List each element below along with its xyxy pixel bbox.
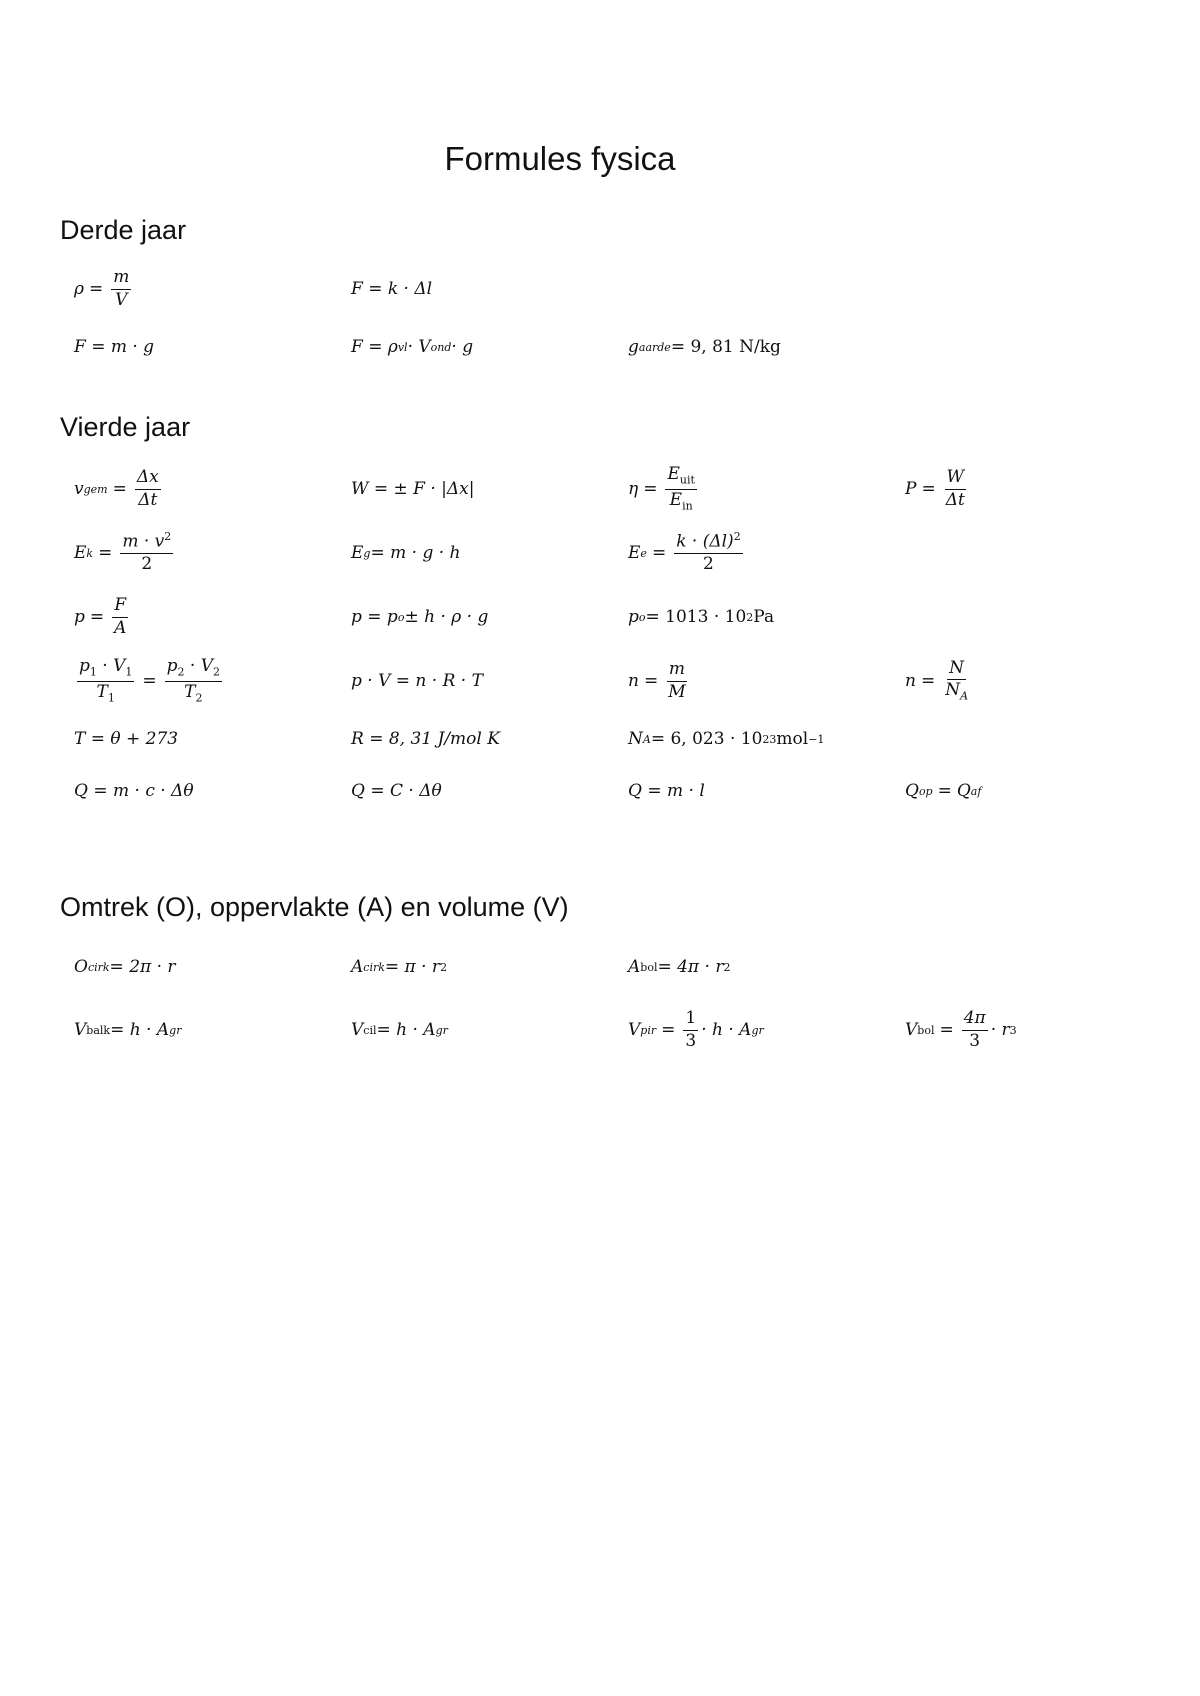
formula-sphere-area: A bol = 4π · r 2 [628,957,731,977]
section-vierde-jaar [60,412,1140,817]
formula-row [60,260,1140,318]
formula-avogadro: N A = 6, 023 · 10 23 mol −1 [628,729,825,749]
formula-gas-law: $\frac{p_1 \cdot V_1}{T_1}$ = $\frac{p_2 \cdot V_2}{T_2}$ [79,656,221,704]
formula-circle-circumference: O cirk = 2π · r [74,957,176,977]
formula-efficiency: η = $\frac{E_{uit}}{E_{in}}$ [628,464,695,512]
section-heading: Derde jaar [60,215,187,245]
formula-atmospheric-pressure: p o = 1013 · 10 2 Pa [628,607,775,627]
formula-row [60,521,1140,585]
formula-hydrostatic-pressure: p = p o ± h · ρ · g [351,607,489,627]
page-title: Formules fysica [444,140,676,177]
section-omtrek-oppervlakte-volume [60,892,1140,1063]
section-heading: Omtrek (O), oppervlakte (A) en volume (V) [60,892,569,922]
formula-density: ρ = $\frac{m}{V}$ [74,266,130,310]
formula-kelvin: T = θ + 273 [74,729,179,749]
formula-row [60,457,1140,521]
formula-row [60,585,1140,649]
formula-moles-particles: n = $\frac{N}{N_A}$ [905,657,969,703]
section-derde-jaar [60,215,1140,376]
formula-gravitational-energy: E g = m · g · h [351,543,461,563]
formula-buoyancy: F = ρ vl · V ond · g [351,337,474,357]
formula-box-volume: V balk = h · A gr [74,1020,182,1040]
formula-row [60,318,1140,376]
formula-gas-constant: R = 8, 31 J/mol K [351,729,500,749]
formula-pressure: p = $\frac{F}{A}$ [74,594,127,638]
formula-row [60,765,1140,817]
formula-weight: F = m · g [74,337,155,357]
formula-sphere-volume: V bol = $\frac{4\pi}{3}$ · r 3 [905,1007,1017,1051]
formula-power: P = $\frac{W}{\Delta t}$ [905,466,965,510]
formula-circle-area: A cirk = π · r 2 [351,957,448,977]
formula-work: W = ± F · |Δx| [351,479,475,499]
formula-row [60,997,1140,1063]
formula-heat-balance: Q op = Q af [905,781,982,801]
formula-spring-force: F = k · Δl [351,279,433,299]
formula-heat-specific: Q = m · c · Δθ [74,781,194,801]
formula-row [60,649,1140,713]
formula-elastic-energy: E e = $\frac{k \cdot (\Delta l)^2}{2}$ [628,530,741,575]
formula-heat-capacity: Q = C · Δθ [351,781,442,801]
section-heading: Vierde jaar [60,412,191,442]
formula-ideal-gas: p · V = n · R · T [351,671,483,691]
formula-latent-heat: Q = m · l [628,781,705,801]
formula-row [60,713,1140,765]
formula-cylinder-volume: V cil = h · A gr [351,1020,448,1040]
formula-average-velocity: v gem = $\frac{\Delta x}{\Delta t}$ [74,466,159,510]
formula-row [60,937,1140,997]
formula-pyramid-volume: V pir = $\frac{1}{3}$ · h · A gr [628,1007,764,1051]
formula-gravity-constant: g aarde = 9, 81 N/kg [628,337,781,357]
formula-kinetic-energy: E k = $\frac{m \cdot v^2}{2}$ [74,530,172,575]
formula-moles-mass: n = $\frac{m}{M}$ [628,658,686,702]
